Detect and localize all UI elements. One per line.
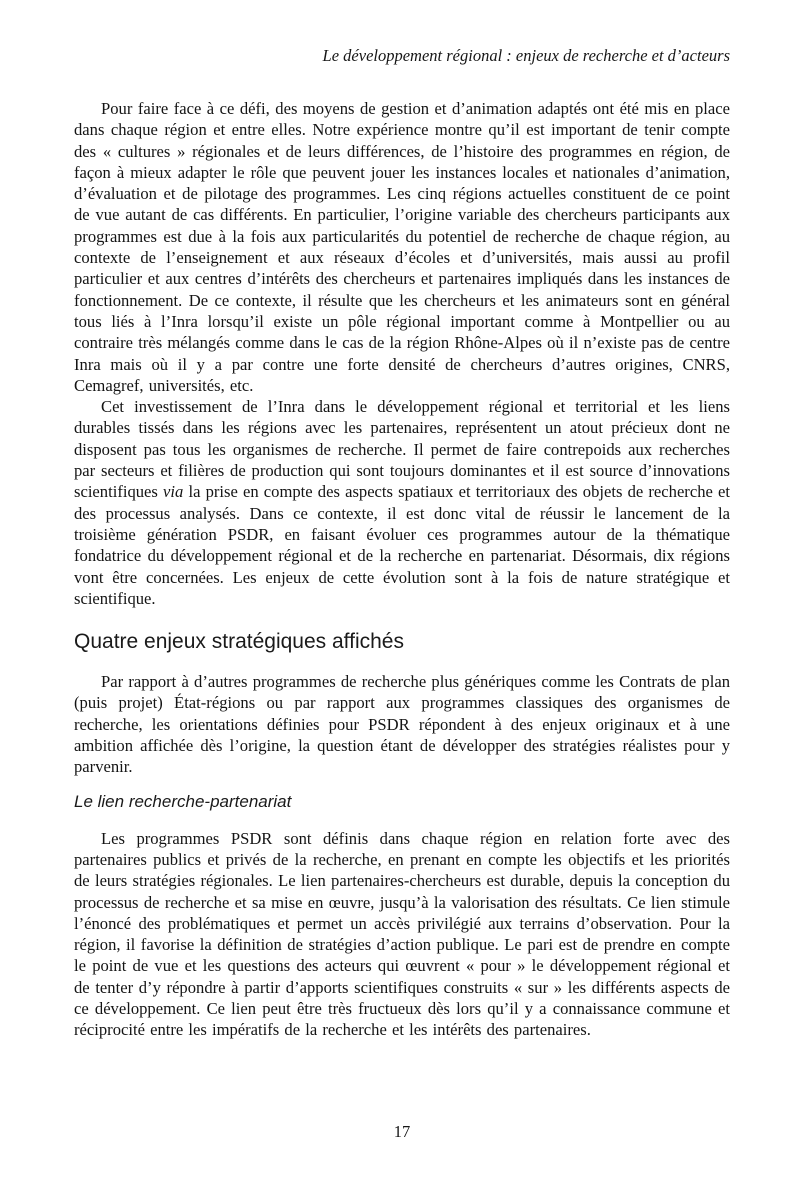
running-head: Le développement régional : enjeux de recherche et d’acteurs xyxy=(322,46,730,65)
paragraph-psdr-orientations: Par rapport à d’autres programmes de recherche plus génériques comme les Contrats de plan (puis projet) État-régions ou par rapport aux programmes classiques des organismes de recherche, les orientations définies pour PSDR répondent à des enjeux originaux et à une ambition affichée dès l’origine, la question étant de développer des stratégies réalistes pour y parvenir. xyxy=(74,672,730,777)
paragraph-inra-investment xyxy=(74,396,730,609)
paragraph-inra-investment-text-after: la prise en compte des aspects spatiaux et territoriaux des objets de recherche et des processus analysés. Dans ce contexte, il est donc vital de réussir le lancement de la troisième génération PSDR, en faisant évoluer ces programmes autour de la thématique fondatrice du développement régional et de la recherche en partenariat. Désormais, dix régions vont être concernées. Les enjeux de cette évolution sont à la fois de nature stratégique et scientifique. xyxy=(74,482,730,608)
page-number: 17 xyxy=(393,1122,411,1141)
paragraph-inra-investment-text-before: Cet investissement de l’Inra dans le développement régional et territorial et les liens durables tissés dans les régions avec les partenaires, représentent un atout précieux dont ne disposent pas tous les organismes de recherche. Il permet de faire contrepoids aux recherches par secteurs et filières de production qui sont toujours dominantes et il est source d’innovations scientifiques xyxy=(74,397,730,502)
paragraph-intro-means: Pour faire face à ce défi, des moyens de gestion et d’animation adaptés ont été mis en place dans chaque région et entre elles. Notre expérience montre qu’il est important de tenir compte des « cultures » régionales et de leurs différences, de l’histoire des programmes en région, de façon à mieux adapter le rôle que peuvent jouer les instances locales et nationales d’animation, d’évaluation et de pilotage des programmes. Les cinq régions actuelles constituent de ce point de vue autant de cas différents. En particulier, l’origine variable des chercheurs participants aux programmes est due à la fois aux particularités du potentiel de recherche de chaque région, au contexte de l’enseignement et aux réseaux d’écoles et d’universités, mais aussi au profil particulier et aux centres d’intérêts des chercheurs et partenaires impliqués dans les instances de fonctionnement. De ce contexte, il résulte que les chercheurs et les animateurs sont en général tous liés à l’Inra lorsqu’il existe un pôle régional important comme à Montpellier ou au contraire très mélangés comme dans le cas de la région Rhône-Alpes où il n’existe pas de centre Inra mais où il y a par contre une forte densité de chercheurs d’autres origines, CNRS, Cemagref, universités, etc. xyxy=(74,99,730,395)
paragraph-lien-partenariat: Les programmes PSDR sont définis dans chaque région en relation forte avec des partenaires publics et privés de la recherche, en prenant en compte les objectifs et les priorités de leurs stratégies régionales. Le lien partenaires-chercheurs est durable, depuis la conception du processus de recherche et sa mise en œuvre, jusqu’à la valorisation des résultats. Ce lien stimule l’énoncé des problématiques et permet un accès privilégié aux terrains d’observation. Pour la région, il favorise la définition de stratégies d’action publique. Le pari est de prendre en compte le point de vue et les questions des acteurs qui œuvrent « pour » le développement régional et de tenter d’y répondre à partir d’apports scientifiques construits « sur » les différents aspects de ce développement. Ce lien peut être très fructueux dès lors qu’il y a connaissance commune et réciprocité entre les impératifs de la recherche et les intérêts des partenaires. xyxy=(74,828,730,1040)
page-body xyxy=(74,98,730,1041)
subsection-heading-lien-recherche-partenariat: Le lien recherche-partenariat xyxy=(74,791,292,811)
paragraph-inra-investment-italic-via: via xyxy=(163,482,184,502)
section-heading-quatre-enjeux: Quatre enjeux stratégiques affichés xyxy=(74,630,404,654)
